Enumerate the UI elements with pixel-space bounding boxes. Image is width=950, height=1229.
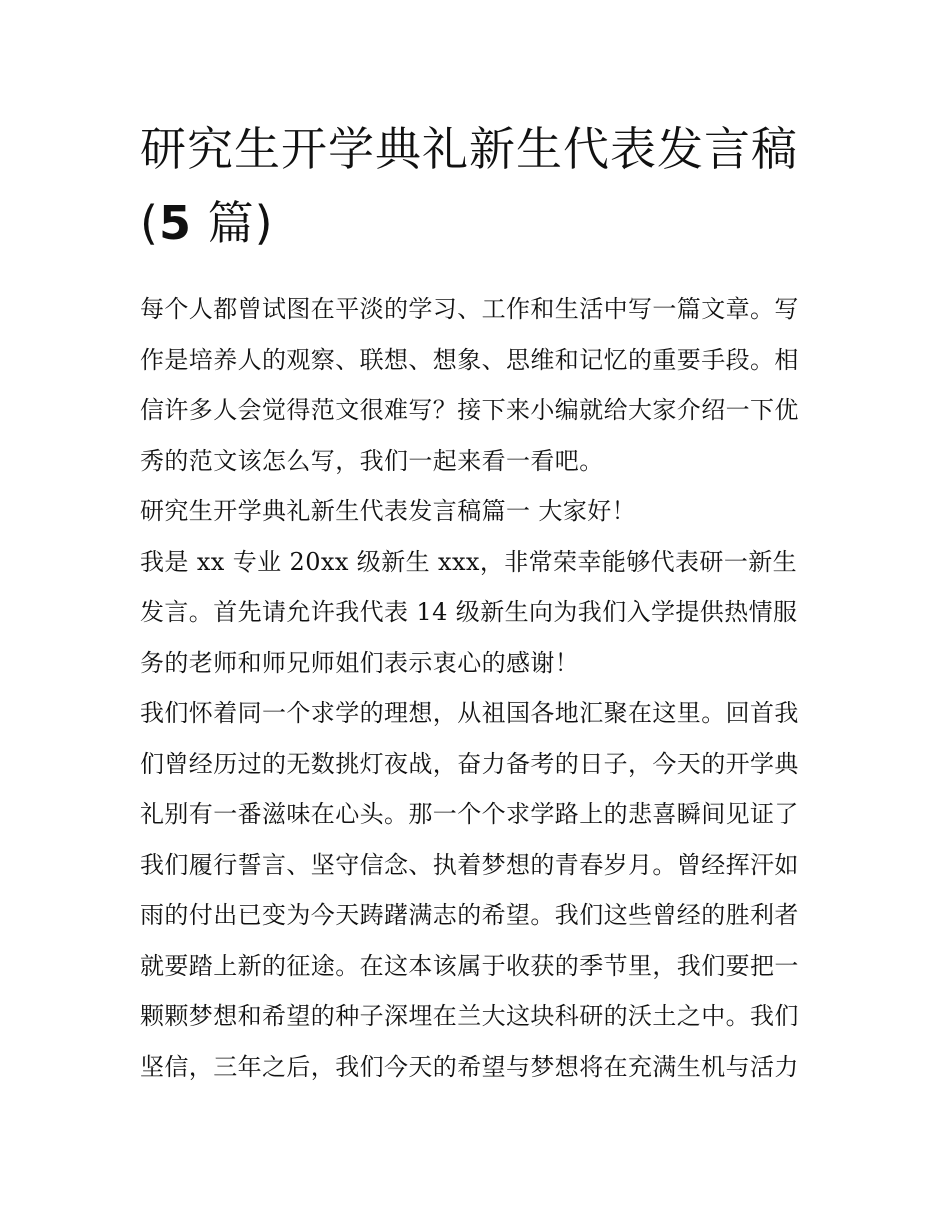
document-title (140, 112, 812, 260)
intro-paragraph: 每个人都曾试图在平淡的学习、工作和生活中写一篇文章。写作是培养人的观察、联想、想象、思维和记忆的重要手段。相信许多人会觉得范文很难写？接下来小编就给大家介绍一下优秀的范文该怎么写，我们一起来看一看吧。 (140, 295, 799, 475)
title-suffix: 篇) (191, 196, 274, 250)
section-heading-paragraph: 研究生开学典礼新生代表发言稿篇一 大家好！ (140, 497, 637, 525)
title-text: 研究生开学典礼新生代表发言稿( (140, 122, 798, 250)
body-paragraph: 我们怀着同一个求学的理想，从祖国各地汇聚在这里。回首我们曾经历过的无数挑灯夜战，奋力备考的日子，今天的开学典礼别有一番滋味在心头。那一个个求学路上的悲喜瞬间见证了我们履行誓言、坚守信念、执着梦想的青春岁月。曾经挥汗如雨的付出已变为今天踌躇满志的希望。我们这些曾经的胜利者就要踏上新的征途。在这本该属于收获的季节里，我们要把一颗颗梦想和希望的种子深埋在兰大这块科研的沃土之中。我们坚信，三年之后，我们今天的希望与梦想将在充满生机与活力 (140, 699, 799, 1081)
body-paragraph: 我是 xx 专业 20xx 级新生 xxx，非常荣幸能够代表研一新生发言。首先请允许我代表 14 级新生向为我们入学提供热情服务的老师和师兄师姐们表示衷心的感谢！ (140, 547, 798, 677)
title-count: 5 (158, 196, 192, 250)
document-body (140, 284, 812, 1092)
document-content (140, 112, 812, 1092)
